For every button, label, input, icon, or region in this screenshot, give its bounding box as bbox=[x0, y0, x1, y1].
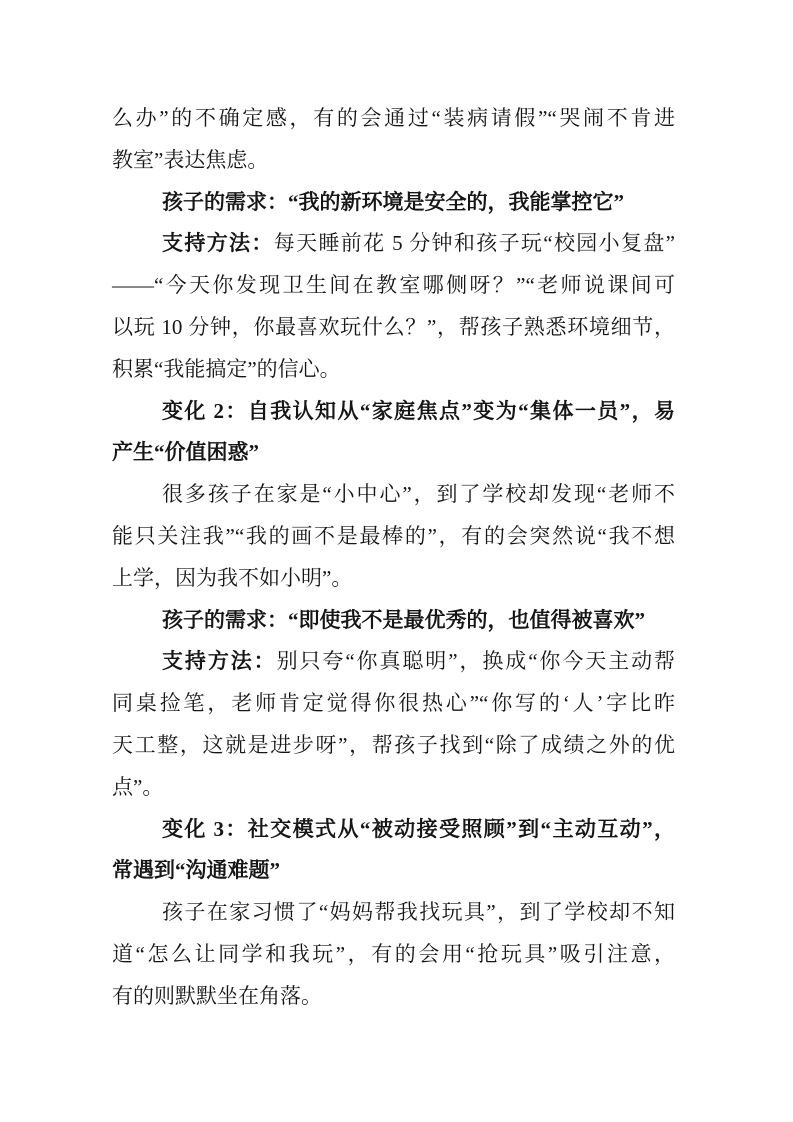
text-run: 别只夸“你真聪明”，换成“你今天主动帮 bbox=[276, 649, 675, 674]
text-line-21 bbox=[112, 934, 675, 976]
text-run: ——“今天你发现卫生间在教室哪侧呀？”“老师说课间可 bbox=[112, 273, 675, 298]
text-line-22 bbox=[112, 976, 675, 1018]
text-run: 积累“我能搞定”的信心。 bbox=[112, 356, 341, 381]
change-3-heading-cont: 常遇到“沟通难题” bbox=[112, 858, 280, 883]
text-line-16 bbox=[112, 725, 675, 767]
text-line-14 bbox=[112, 641, 675, 683]
text-line-11 bbox=[112, 516, 675, 558]
text-line-15 bbox=[112, 683, 675, 725]
support-method-label: 支持方法： bbox=[162, 649, 277, 674]
text-run: 很多孩子在家是“小中心”，到了学校却发现“老师不 bbox=[162, 482, 675, 507]
text-run: 道“怎么让同学和我玩”，有的会用“抢玩具”吸引注意， bbox=[112, 941, 675, 966]
text-run: 每天睡前花 5 分钟和孩子玩“校园小复盘” bbox=[273, 231, 676, 256]
text-run: 同桌捡笔，老师肯定觉得你很热心”“你写的‘人’字比昨 bbox=[112, 691, 675, 716]
text-run: 上学，因为我不如小明”。 bbox=[112, 565, 353, 590]
text-run: 以玩 10 分钟，你最喜欢玩什么？”，帮孩子熟悉环境细节， bbox=[112, 314, 675, 339]
text-line-4 bbox=[112, 223, 675, 265]
text-line-19 bbox=[112, 850, 675, 892]
text-run: 天工整，这就是进步呀”，帮孩子找到“除了成绩之外的优 bbox=[112, 732, 675, 757]
text-run: 么办”的不确定感，有的会通过“装病请假”“哭闹不肯进 bbox=[112, 106, 675, 130]
child-need-heading: 孩子的需求：“即使我不是最优秀的，也值得被喜欢” bbox=[162, 607, 645, 632]
text-line-6 bbox=[112, 307, 675, 349]
text-run: 点”。 bbox=[112, 774, 164, 799]
text-line-8 bbox=[112, 391, 675, 433]
child-need-heading: 孩子的需求：“我的新环境是安全的，我能掌控它” bbox=[162, 189, 624, 214]
text-line-17 bbox=[112, 767, 675, 809]
text-line-7 bbox=[112, 349, 675, 391]
document-body bbox=[112, 98, 675, 1018]
text-line-2 bbox=[112, 140, 675, 182]
text-line-9 bbox=[112, 432, 675, 474]
text-line-5 bbox=[112, 265, 675, 307]
text-line-12 bbox=[112, 558, 675, 600]
text-run: 孩子在家习惯了“妈妈帮我找玩具”，到了学校却不知 bbox=[162, 900, 675, 925]
text-line-20 bbox=[112, 892, 675, 934]
support-method-label: 支持方法： bbox=[162, 231, 274, 256]
text-line-13 bbox=[112, 600, 675, 642]
change-2-heading-cont: 产生“价值困惑” bbox=[112, 440, 259, 465]
text-run: 能只关注我”“我的画不是最棒的”，有的会突然说“我不想 bbox=[112, 523, 675, 548]
text-line-18 bbox=[112, 809, 675, 851]
text-line-10 bbox=[112, 474, 675, 516]
text-line-3 bbox=[112, 182, 675, 224]
text-run: 有的则默默坐在角落。 bbox=[112, 983, 322, 1008]
text-run: 教室”表达焦虑。 bbox=[112, 147, 269, 172]
change-3-heading: 变化 3：社交模式从“被动接受照顾”到“主动互动”， bbox=[162, 816, 675, 841]
text-line-1 bbox=[112, 98, 675, 140]
change-2-heading: 变化 2：自我认知从“家庭焦点”变为“集体一员”，易 bbox=[162, 398, 675, 423]
